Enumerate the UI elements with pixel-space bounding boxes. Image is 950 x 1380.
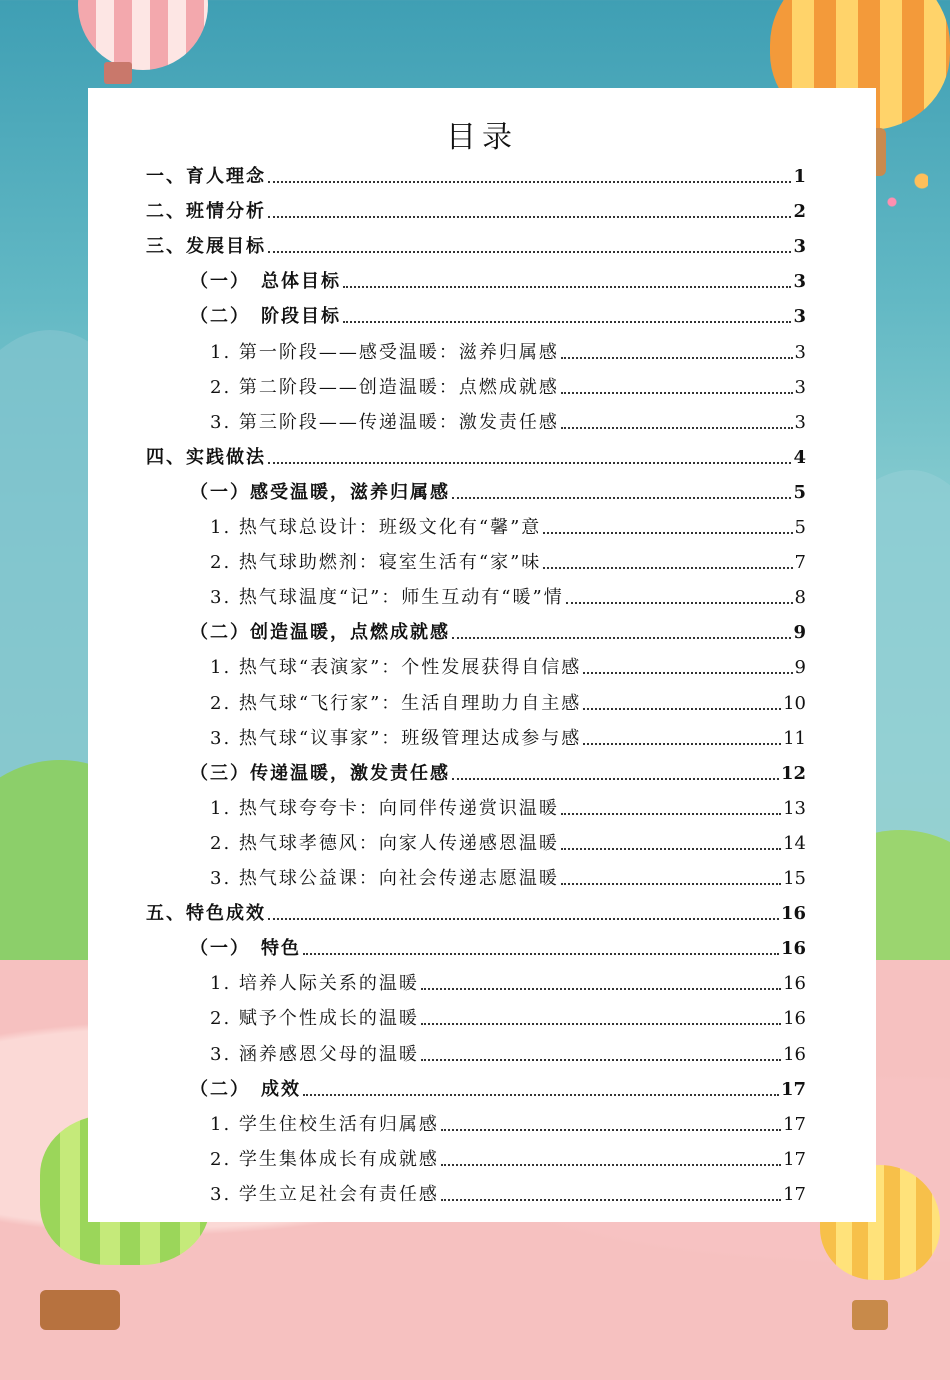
toc-entry[interactable] (210, 856, 806, 890)
toc-entry[interactable] (210, 786, 806, 820)
page-title: 目录 (446, 120, 518, 155)
toc-entry-title: 3. 第三阶段——传递温暖：激发责任感 (210, 411, 559, 433)
toc-page-number: 9 (793, 622, 806, 644)
toc-entry-title: 三、发展目标 (146, 236, 266, 258)
toc-entry-title: 2. 学生集体成长有成就感 (210, 1148, 439, 1170)
toc-page-number: 3 (793, 271, 806, 293)
toc-page-number: 16 (783, 973, 806, 995)
toc-page-number: 5 (794, 517, 806, 538)
toc-entry-title: 五、特色成效 (146, 903, 266, 925)
toc-entry-title: 3. 热气球“议事家”：班级管理达成参与感 (210, 727, 582, 749)
toc-entry[interactable] (210, 330, 806, 364)
toc-dot-leader (561, 813, 781, 815)
toc-page-number: 3 (794, 411, 806, 433)
toc-entry-title: 2. 热气球孝德风：向家人传递感恩温暖 (210, 832, 559, 854)
toc-page-number: 16 (783, 1008, 806, 1030)
toc-entry-title: （一） 特色 (190, 938, 301, 960)
toc-entry-title: 1. 学生住校生活有归属感 (210, 1113, 439, 1135)
toc-entry[interactable] (190, 259, 806, 293)
toc-entry[interactable] (190, 751, 806, 785)
toc-page-number: 17 (783, 1148, 806, 1170)
toc-page-number: 16 (783, 1043, 806, 1065)
toc-page-number: 4 (793, 446, 806, 468)
toc-entry[interactable] (210, 505, 806, 539)
toc-entry-title: 1. 热气球夸夸卡：向同伴传递赏识温暖 (210, 797, 559, 819)
toc-entry-title: （二） 阶段目标 (190, 306, 341, 328)
toc-entry-title: 一、育人理念 (146, 166, 266, 187)
toc-dot-leader (561, 848, 781, 850)
toc-dot-leader (343, 286, 791, 288)
toc-entry[interactable] (210, 400, 806, 434)
toc-page-number: 17 (783, 1183, 806, 1205)
toc-entry[interactable] (210, 540, 806, 574)
toc-entry-title: 2. 热气球“飞行家”：生活自理助力自主感 (210, 692, 582, 714)
toc-entry-title: （一） 总体目标 (190, 271, 341, 293)
toc-entry[interactable] (146, 435, 806, 469)
toc-entry-title: （三）传递温暖，激发责任感 (190, 762, 450, 784)
toc-entry-title: 3. 热气球公益课：向社会传递志愿温暖 (210, 868, 559, 889)
toc-entry[interactable] (210, 716, 806, 750)
toc-entry[interactable] (210, 681, 806, 715)
toc-entry-title: （二） 成效 (190, 1078, 301, 1100)
toc-page (88, 88, 876, 1222)
toc-page-number: 2 (793, 201, 806, 223)
toc-dot-leader (566, 602, 793, 604)
toc-entry[interactable] (210, 1172, 806, 1206)
toc-dot-leader (268, 251, 791, 253)
toc-dot-leader (561, 883, 781, 885)
toc-dot-leader (452, 497, 791, 499)
toc-page-number: 17 (783, 1113, 806, 1135)
balloon-basket-icon (40, 1290, 120, 1330)
toc-entry-title: 1. 第一阶段——感受温暖：滋养归属感 (210, 341, 559, 363)
toc-entry-title: （二）创造温暖，点燃成就感 (190, 622, 450, 644)
toc-dot-leader (268, 181, 791, 183)
toc-entry[interactable] (190, 610, 806, 644)
toc-dot-leader (583, 708, 781, 710)
toc-entry-title: 3. 涵养感恩父母的温暖 (210, 1043, 419, 1065)
hot-air-balloon-icon (78, 0, 208, 70)
toc-dot-leader (583, 743, 781, 745)
toc-entry[interactable] (210, 821, 806, 855)
balloon-basket-icon (104, 62, 132, 84)
toc-dot-leader (561, 392, 793, 394)
toc-dot-leader (421, 1023, 781, 1025)
toc-entry[interactable] (210, 996, 806, 1030)
toc-dot-leader (343, 321, 791, 323)
toc-entry[interactable] (146, 189, 806, 223)
toc-dot-leader (452, 778, 779, 780)
toc-dot-leader (268, 462, 791, 464)
toc-entry-title: 四、实践做法 (146, 446, 266, 468)
toc-dot-leader (561, 357, 793, 359)
toc-entry-title: 3. 学生立足社会有责任感 (210, 1183, 439, 1205)
toc-page-number: 14 (783, 832, 806, 854)
toc-page-number: 10 (783, 692, 806, 714)
toc-entry-title: 2. 热气球助燃剂：寝室生活有“家”味 (210, 552, 542, 574)
toc-dot-leader (543, 532, 792, 534)
toc-page-number: 7 (794, 552, 806, 574)
toc-dot-leader (303, 1094, 779, 1096)
toc-dot-leader (452, 637, 791, 639)
toc-entry[interactable] (190, 926, 806, 960)
toc-page-number: 3 (794, 376, 806, 398)
toc-entry[interactable] (190, 470, 806, 504)
toc-page-number: 17 (780, 1078, 806, 1100)
toc-dot-leader (268, 216, 791, 218)
toc-dot-leader (441, 1164, 781, 1166)
toc-page-number: 5 (793, 481, 806, 503)
toc-entry-title: 2. 第二阶段——创造温暖：点燃成就感 (210, 376, 559, 398)
toc-entry[interactable] (146, 224, 806, 258)
toc-dot-leader (441, 1129, 781, 1131)
toc-page-number: 13 (783, 797, 806, 819)
toc-dot-leader (561, 427, 793, 429)
toc-page-number: 16 (780, 938, 806, 960)
toc-entry-title: （一）感受温暖，滋养归属感 (190, 481, 450, 503)
toc-entry[interactable] (210, 1102, 806, 1136)
toc-dot-leader (268, 918, 779, 920)
toc-dot-leader (583, 672, 792, 674)
toc-entry-title: 3. 热气球温度“记”：师生互动有“暖”情 (210, 587, 564, 609)
toc-page-number: 1 (793, 166, 806, 187)
toc-page-number: 3 (794, 341, 806, 363)
toc-entry-title: 1. 培养人际关系的温暖 (210, 973, 419, 995)
toc-entry[interactable] (210, 1032, 806, 1066)
toc-dot-leader (303, 953, 779, 955)
toc-dot-leader (441, 1199, 781, 1201)
toc-page-number: 3 (793, 306, 806, 328)
toc-page-number: 11 (783, 727, 806, 749)
toc-dot-leader (543, 567, 792, 569)
toc-entry[interactable] (210, 1137, 806, 1171)
toc-entry[interactable] (210, 961, 806, 995)
toc-entry[interactable] (190, 1067, 806, 1101)
toc-page-number: 12 (780, 762, 806, 784)
toc-entry[interactable] (190, 294, 806, 328)
toc-page-number: 16 (780, 903, 806, 925)
toc-entry[interactable] (210, 575, 806, 609)
toc-entry[interactable] (210, 645, 806, 679)
toc-dot-leader (421, 988, 781, 990)
toc-entry[interactable] (146, 891, 806, 925)
balloon-basket-icon (852, 1300, 888, 1330)
toc-page-number: 3 (793, 236, 806, 258)
toc-entry-title: 1. 热气球“表演家”：个性发展获得自信感 (210, 657, 582, 679)
toc-page-number: 15 (783, 868, 806, 889)
toc-page-number: 9 (794, 657, 806, 679)
toc-dot-leader (421, 1059, 781, 1061)
toc-entry-title: 1. 热气球总设计：班级文化有“馨”意 (210, 517, 542, 538)
toc-entry-title: 2. 赋予个性成长的温暖 (210, 1008, 419, 1030)
toc-entry[interactable] (210, 365, 806, 399)
toc-page-number: 8 (794, 587, 806, 609)
toc-entry-title: 二、班情分析 (146, 201, 266, 223)
toc-entry[interactable] (146, 154, 806, 188)
